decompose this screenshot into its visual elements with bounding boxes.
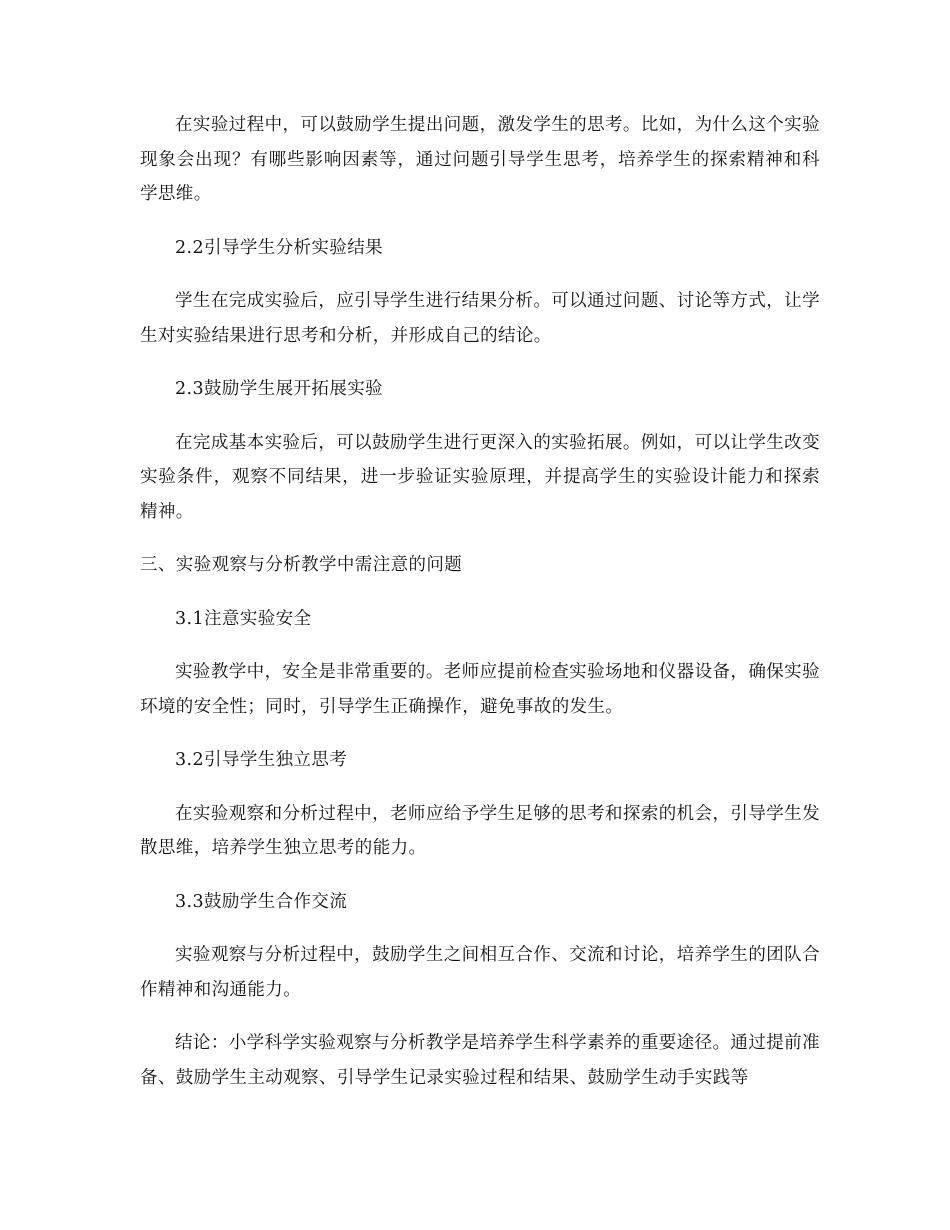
paragraph-safety: 实验教学中，安全是非常重要的。老师应提前检查实验场地和仪器设备，确保实验环境的安全性；同时，引导学生正确操作，避免事故的发生。	[140, 662, 820, 717]
subheading-3-3: 3.3鼓励学生合作交流	[175, 891, 348, 912]
subheading-3-1: 3.1注意实验安全	[175, 608, 312, 629]
paragraph-independent-thinking: 在实验观察和分析过程中，老师应给予学生足够的思考和探索的机会，引导学生发散思维，培养学生独立思考的能力。	[140, 803, 820, 858]
paragraph-question-guidance: 在实验过程中，可以鼓励学生提出问题，激发学生的思考。比如，为什么这个实验现象会出现？有哪些影响因素等，通过问题引导学生思考，培养学生的探索精神和科学思维。	[140, 115, 820, 204]
section-heading-3: 三、实验观察与分析教学中需注意的问题	[140, 555, 463, 575]
subheading-3-2: 3.2引导学生独立思考	[175, 750, 348, 770]
paragraph-conclusion: 结论：小学科学实验观察与分析教学是培养学生科学素养的重要途径。通过提前准备、鼓励学生主动观察、引导学生记录实验过程和结果、鼓励学生动手实践等	[140, 1033, 820, 1088]
paragraph-result-analysis: 学生在完成实验后，应引导学生进行结果分析。可以通过问题、讨论等方式，让学生对实验结果进行思考和分析，并形成自己的结论。	[140, 291, 820, 346]
subheading-2-2: 2.2引导学生分析实验结果	[175, 237, 384, 258]
subheading-2-3: 2.3鼓励学生展开拓展实验	[175, 379, 384, 399]
paragraph-cooperation: 实验观察与分析过程中，鼓励学生之间相互合作、交流和讨论，培养学生的团队合作精神和沟通能力。	[140, 945, 820, 1000]
paragraph-extension-experiment: 在完成基本实验后，可以鼓励学生进行更深入的实验拓展。例如，可以让学生改变实验条件，观察不同结果，进一步验证实验原理，并提高学生的实验设计能力和探索精神。	[140, 432, 820, 522]
document-body	[140, 108, 820, 1095]
